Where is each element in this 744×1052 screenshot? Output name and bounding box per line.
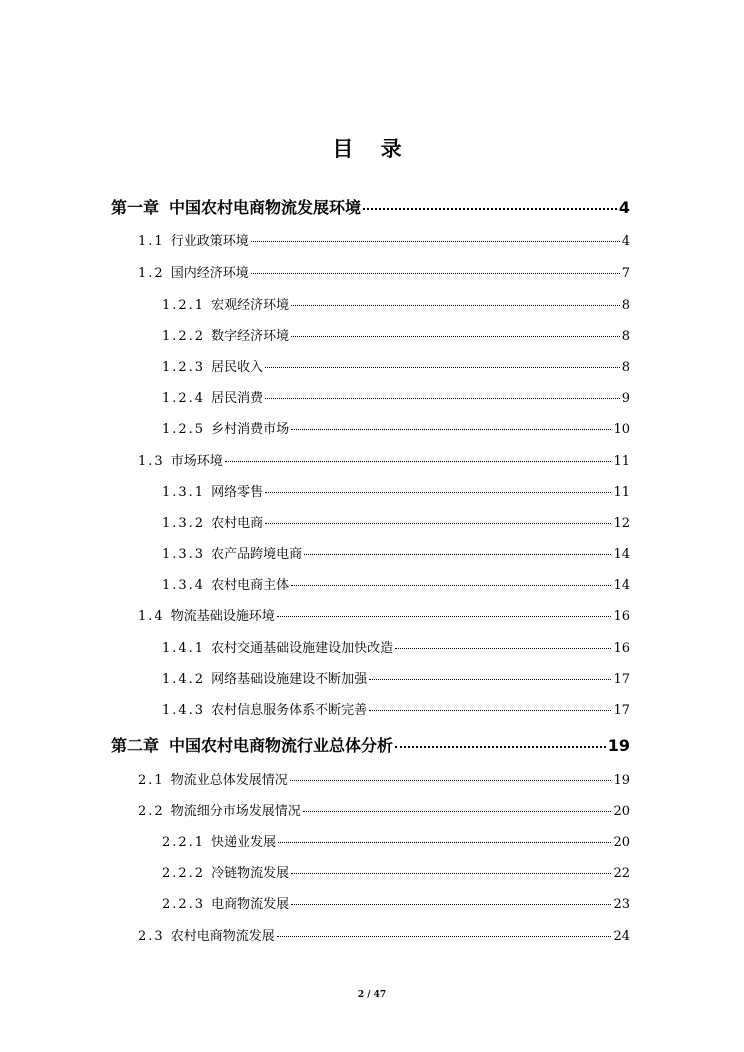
toc-entry-number: 1.2.2: [162, 329, 206, 344]
toc-dot-leader: [277, 616, 612, 617]
toc-entry-label: [111, 198, 361, 218]
toc-entry-title: 国内经济环境: [170, 266, 249, 281]
toc-entry-number: 1.2.4: [162, 391, 206, 406]
toc-entry-number: 第二章: [111, 736, 160, 755]
toc-dot-leader: [291, 585, 611, 586]
toc-entry[interactable]: [162, 358, 630, 378]
toc-dot-leader: [369, 679, 611, 680]
toc-dot-leader: [395, 746, 606, 748]
toc-entry-label: [162, 670, 367, 690]
toc-entry-page: 14: [613, 547, 630, 562]
toc-entry-label: [162, 833, 276, 853]
toc-dot-leader: [304, 554, 611, 555]
toc-entry-number: 1.4: [138, 609, 165, 624]
toc-entry-title: 快递业发展: [211, 835, 277, 850]
toc-entry[interactable]: [162, 483, 630, 503]
toc-entry-label: [162, 296, 289, 316]
toc-entry[interactable]: [162, 389, 630, 409]
toc-entry-label: [162, 420, 289, 440]
toc-entry-title: 中国农村电商物流发展环境: [169, 198, 362, 217]
toc-entry-page: 16: [613, 641, 630, 656]
toc-entry[interactable]: [138, 232, 630, 252]
toc-entry-title: 冷链物流发展: [211, 866, 290, 881]
toc-entry-page: 4: [618, 198, 630, 217]
toc-entry[interactable]: [138, 264, 630, 284]
toc-entry-number: 1.3.3: [162, 547, 206, 562]
toc-entry-number: 1.3.1: [162, 485, 206, 500]
toc-entry-number: 1.4.2: [162, 672, 206, 687]
toc-dot-leader: [265, 398, 620, 399]
toc-dot-leader: [291, 904, 611, 905]
toc-dot-leader: [265, 367, 620, 368]
toc-entry-label: [162, 864, 289, 884]
toc-entry[interactable]: [111, 736, 630, 756]
toc-entry-label: [162, 514, 263, 534]
toc-entry-page: 8: [621, 298, 630, 313]
toc-entry-page: 11: [613, 454, 630, 469]
toc-entry-title: 物流细分市场发展情况: [170, 804, 301, 819]
toc-entry-title: 行业政策环境: [170, 234, 249, 249]
toc-dot-leader: [363, 208, 617, 210]
toc-dot-leader: [291, 336, 620, 337]
toc-dot-leader: [225, 461, 612, 462]
toc-entry-title: 农产品跨境电商: [211, 547, 303, 562]
toc-entry-number: 2.2.3: [162, 897, 206, 912]
toc-entry-title: 物流基础设施环境: [170, 609, 275, 624]
toc-entry-number: 2.2.1: [162, 835, 206, 850]
toc-entry-label: [162, 545, 302, 565]
toc-dot-leader: [278, 842, 611, 843]
toc-entry-title: 网络基础设施建设不断加强: [211, 672, 368, 687]
toc-dot-leader: [395, 648, 611, 649]
toc-entry-label: [138, 232, 249, 252]
page-title: 目 录: [332, 137, 412, 161]
toc-entry-title: 市场环境: [170, 454, 223, 469]
toc-entry-title: 物流业总体发展情况: [170, 773, 288, 788]
toc-entry-page: 14: [613, 578, 630, 593]
toc-entry[interactable]: [162, 670, 630, 690]
toc-entry-page: 20: [613, 835, 630, 850]
toc-entry-page: 19: [613, 773, 630, 788]
toc-entry-label: [162, 389, 263, 409]
toc-entry-number: 1.4.3: [162, 703, 206, 718]
toc-entry-page: 24: [613, 929, 630, 944]
toc-dot-leader: [251, 273, 620, 274]
toc-entry-label: [162, 483, 263, 503]
toc-dot-leader: [291, 429, 611, 430]
toc-entry-number: 1.4.1: [162, 641, 206, 656]
toc-entry-page: 23: [613, 897, 630, 912]
toc-entry-number: 1.2: [138, 266, 165, 281]
toc-dot-leader: [291, 305, 620, 306]
toc-entry[interactable]: [162, 864, 630, 884]
toc-entry[interactable]: [138, 771, 630, 791]
toc-entry-title: 农村信息服务体系不断完善: [211, 703, 368, 718]
toc-entry-title: 网络零售: [211, 485, 264, 500]
toc-entry-number: 2.2: [138, 804, 165, 819]
toc-entry[interactable]: [162, 576, 630, 596]
toc-entry-number: 1.2.3: [162, 360, 206, 375]
toc-entry-number: 2.1: [138, 773, 165, 788]
toc-entry[interactable]: [162, 420, 630, 440]
toc-entry-label: [138, 452, 223, 472]
toc-entry-title: 电商物流发展: [211, 897, 290, 912]
toc-entry-number: 1.2.5: [162, 422, 206, 437]
toc-entry-number: 1.3: [138, 454, 165, 469]
toc-entry-title: 宏观经济环境: [211, 298, 290, 313]
toc-entry[interactable]: [138, 607, 630, 627]
toc-entry-title: 农村电商物流发展: [170, 929, 275, 944]
page-number: 2 / 47: [357, 990, 387, 1000]
toc-entry-page: 17: [613, 703, 630, 718]
toc-entry[interactable]: [162, 327, 630, 347]
toc-entry-title: 数字经济环境: [211, 329, 290, 344]
toc-entry[interactable]: [162, 701, 630, 721]
toc-entry-label: [138, 927, 275, 947]
toc-entry-page: 16: [613, 609, 630, 624]
toc-dot-leader: [277, 936, 612, 937]
toc-entry-label: [111, 736, 393, 756]
toc-entry-title: 农村交通基础设施建设加快改造: [211, 641, 394, 656]
toc-entry-label: [138, 771, 288, 791]
toc-entry-page: 17: [613, 672, 630, 687]
toc-entry-page: 22: [613, 866, 630, 881]
toc-entry-label: [162, 358, 263, 378]
toc-entry-label: [162, 327, 289, 347]
toc-dot-leader: [291, 873, 611, 874]
toc-dot-leader: [265, 492, 611, 493]
toc-entry-page: 8: [621, 329, 630, 344]
toc-entry-label: [162, 895, 289, 915]
toc-dot-leader: [303, 811, 612, 812]
toc-entry-title: 农村电商: [211, 516, 264, 531]
toc-entry-label: [162, 701, 367, 721]
toc-entry[interactable]: [162, 545, 630, 565]
toc-entry-number: 1.2.1: [162, 298, 206, 313]
toc-entry[interactable]: [162, 639, 630, 659]
toc-entry[interactable]: [138, 452, 630, 472]
toc-entry-number: 2.2.2: [162, 866, 206, 881]
toc-entry-label: [138, 607, 275, 627]
toc-entry[interactable]: [138, 927, 630, 947]
toc-entry[interactable]: [138, 802, 630, 822]
toc-entry[interactable]: [162, 514, 630, 534]
toc-entry-label: [138, 264, 249, 284]
toc-entry[interactable]: [162, 296, 630, 316]
toc-entry-page: 10: [613, 422, 630, 437]
toc-entry-page: 11: [613, 485, 630, 500]
toc-entry[interactable]: [162, 895, 630, 915]
toc-dot-leader: [265, 523, 611, 524]
toc-entry-page: 8: [621, 360, 630, 375]
toc-entry-page: 7: [621, 266, 630, 281]
toc-entry-page: 12: [613, 516, 630, 531]
toc-entry-label: [162, 576, 289, 596]
toc-entry[interactable]: [162, 833, 630, 853]
toc-entry-page: 9: [621, 391, 630, 406]
toc-entry-number: 2.3: [138, 929, 165, 944]
toc-dot-leader: [290, 780, 612, 781]
toc-entry[interactable]: [111, 198, 630, 218]
toc-entry-page: 4: [621, 234, 630, 249]
toc-dot-leader: [369, 710, 611, 711]
toc-entry-page: 19: [607, 736, 630, 755]
toc-entry-number: 第一章: [111, 198, 160, 217]
toc-entry-title: 居民收入: [211, 360, 264, 375]
toc-entry-label: [162, 639, 393, 659]
toc-entry-number: 1.1: [138, 234, 165, 249]
toc-entry-title: 居民消费: [211, 391, 264, 406]
toc-entry-title: 农村电商主体: [211, 578, 290, 593]
toc-entry-title: 中国农村电商物流行业总体分析: [169, 736, 394, 755]
toc-entry-page: 20: [613, 804, 630, 819]
toc-entry-number: 1.3.4: [162, 578, 206, 593]
toc-dot-leader: [251, 241, 620, 242]
toc-entry-title: 乡村消费市场: [211, 422, 290, 437]
toc-entry-number: 1.3.2: [162, 516, 206, 531]
toc-entry-label: [138, 802, 301, 822]
